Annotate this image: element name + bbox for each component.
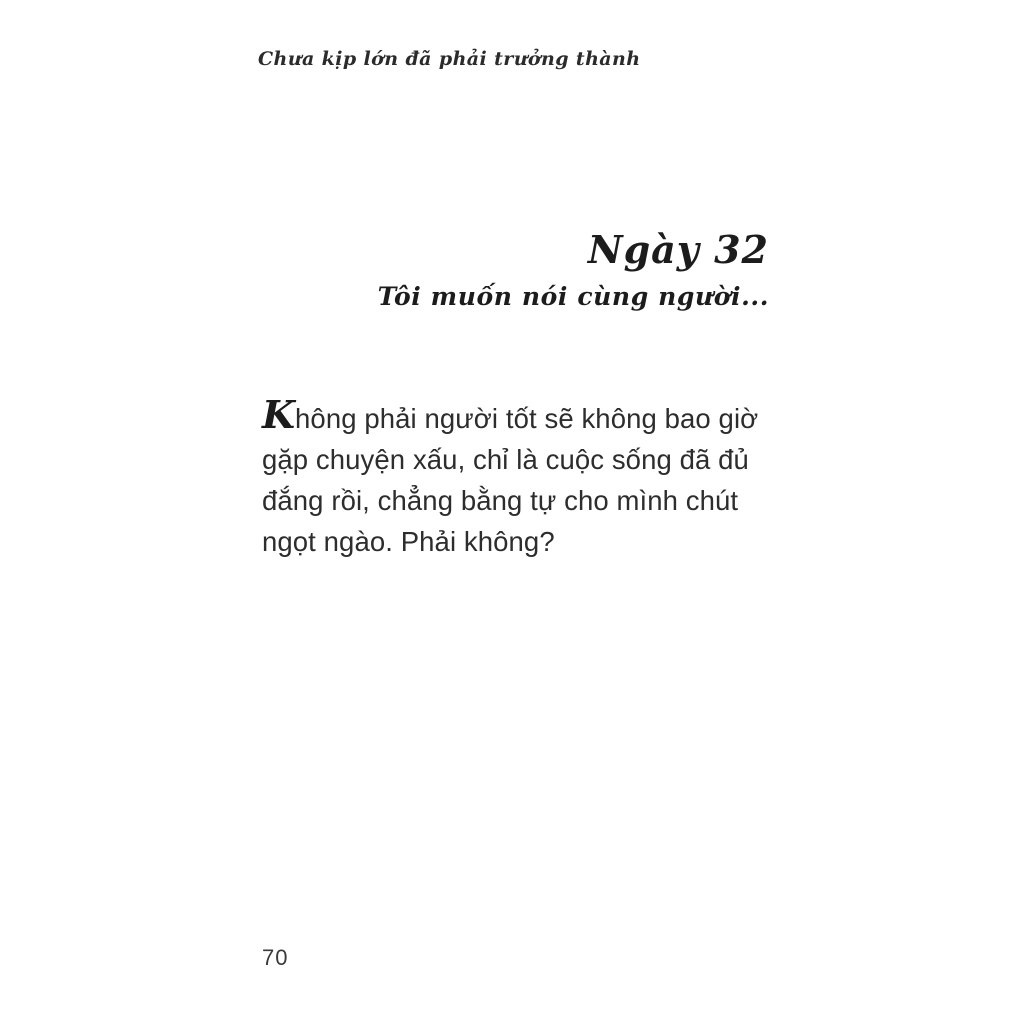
drop-cap: K [262, 391, 296, 437]
running-head: Chưa kịp lớn đã phải trưởng thành [258, 48, 641, 70]
chapter-title: Ngày 32 [587, 227, 769, 272]
chapter-heading [249, 228, 769, 312]
body-copy [262, 370, 782, 589]
body-paragraph-text: hông phải người tốt sẽ không bao giờ gặp chuyện xấu, chỉ là cuộc sống đã đủ đắng rồi, chẳng bằng tự cho mình chút ngọt ngào. Phải không? [262, 402, 759, 557]
chapter-subtitle: Tôi muốn nói cùng người... [377, 281, 769, 311]
body-paragraph [262, 391, 782, 562]
page-number: 70 [262, 945, 289, 970]
